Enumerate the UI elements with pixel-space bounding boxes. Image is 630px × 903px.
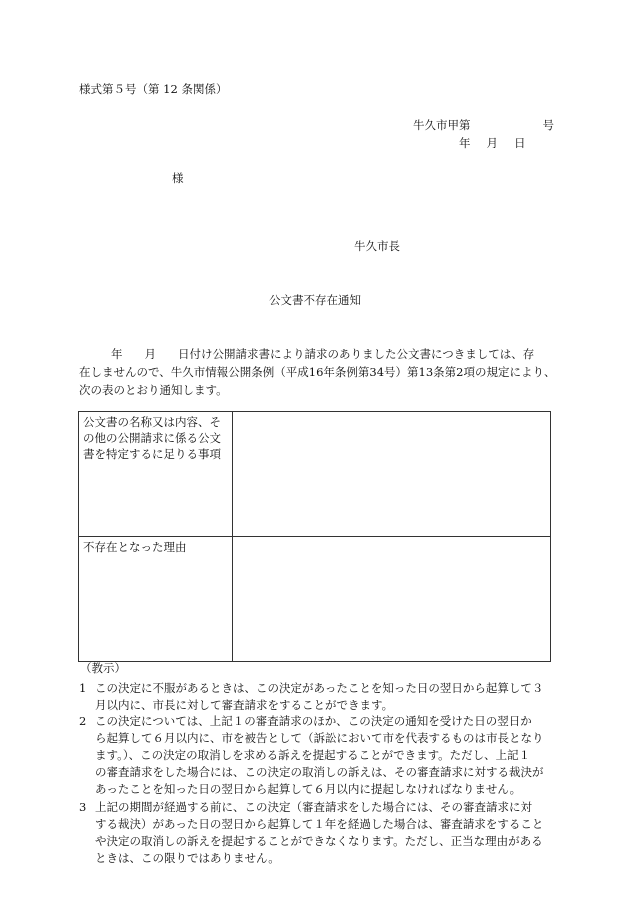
notice-item [79,680,555,714]
issue-date-month: 月 [486,136,498,150]
notice-line: ら起算して６月以内に、市を被告として（訴訟において市を代表するものは市長となり [95,731,544,745]
notice-line: この決定については、上記１の審査請求のほか、この決定の通知を受けた日の翌日か [95,714,532,728]
notice-item-number: 3 [79,800,87,814]
notice-line: ときは、この限りではありません。 [95,851,280,865]
issue-date [459,135,526,151]
document-title: 公文書不存在通知 [269,293,361,307]
issuer-number-suffix: 号 [542,118,554,132]
notice-line: 月以内に、市長に対して審査請求をすることができます。 [95,698,394,712]
notice-item [79,799,555,867]
notice-line: この決定に不服があるときは、この決定があったことを知った日の翌日から起算して３ [95,681,544,695]
issue-date-day: 日 [514,136,526,150]
table-row [79,412,551,537]
notice-line: ます。）、この決定の取消しを求める訴えを提起することができます。ただし、上記１ [95,748,531,762]
intro-line-1 [79,346,551,364]
issue-date-year: 年 [459,136,471,150]
intro-line-2: 在しませんので、牛久市情報公開条例（平成16年条例第34号）第13条第2項の規定により、 [79,365,556,379]
intro-line-3: 次の表のとおり通知します。 [79,383,228,397]
notice-item [79,713,555,798]
intro-paragraph [79,346,556,400]
table-value-document [233,412,551,537]
notice-item-number: 1 [79,681,87,695]
issuer-number [413,117,554,133]
notice-line: 上記の期間が経過する前に、この決定（審査請求をした場合には、その審査請求に対 [95,800,532,814]
notice-line: あったことを知った日の翌日から起算して６月以内に提起しなければなりません。 [95,782,522,796]
notice-item-number: 2 [79,714,87,728]
intro-year: 年 [111,347,123,361]
sender: 牛久市長 [354,239,400,253]
addressee: 様 [172,171,184,185]
table-row [79,537,551,662]
table-label-document: 公文書の名称又は内容、その他の公開請求に係る公文書を特定するに足りる事項 [79,412,233,537]
notice-line: の審査請求をした場合には、この決定の取消しの訴えは、その審査請求に対する裁決が [95,765,544,779]
notice-heading: （教示） [80,661,126,675]
notice-line: や決定の取消しの訴えを提起することができなくなります。ただし、正当な理由がある [95,834,543,848]
intro-month: 月 [144,347,156,361]
table-value-reason [233,537,551,662]
issuer-number-prefix: 牛久市甲第 [413,118,471,132]
notice-line: する裁決）があった日の翌日から起算して１年を経過した場合は、審査請求をすること [95,817,544,831]
intro-line1-rest: 日付け公開請求書により請求のありました公文書につきましては、存 [178,347,535,361]
information-table [78,411,551,662]
form-number: 様式第５号（第 12 条関係） [79,82,228,96]
table-label-reason: 不存在となった理由 [79,537,233,662]
